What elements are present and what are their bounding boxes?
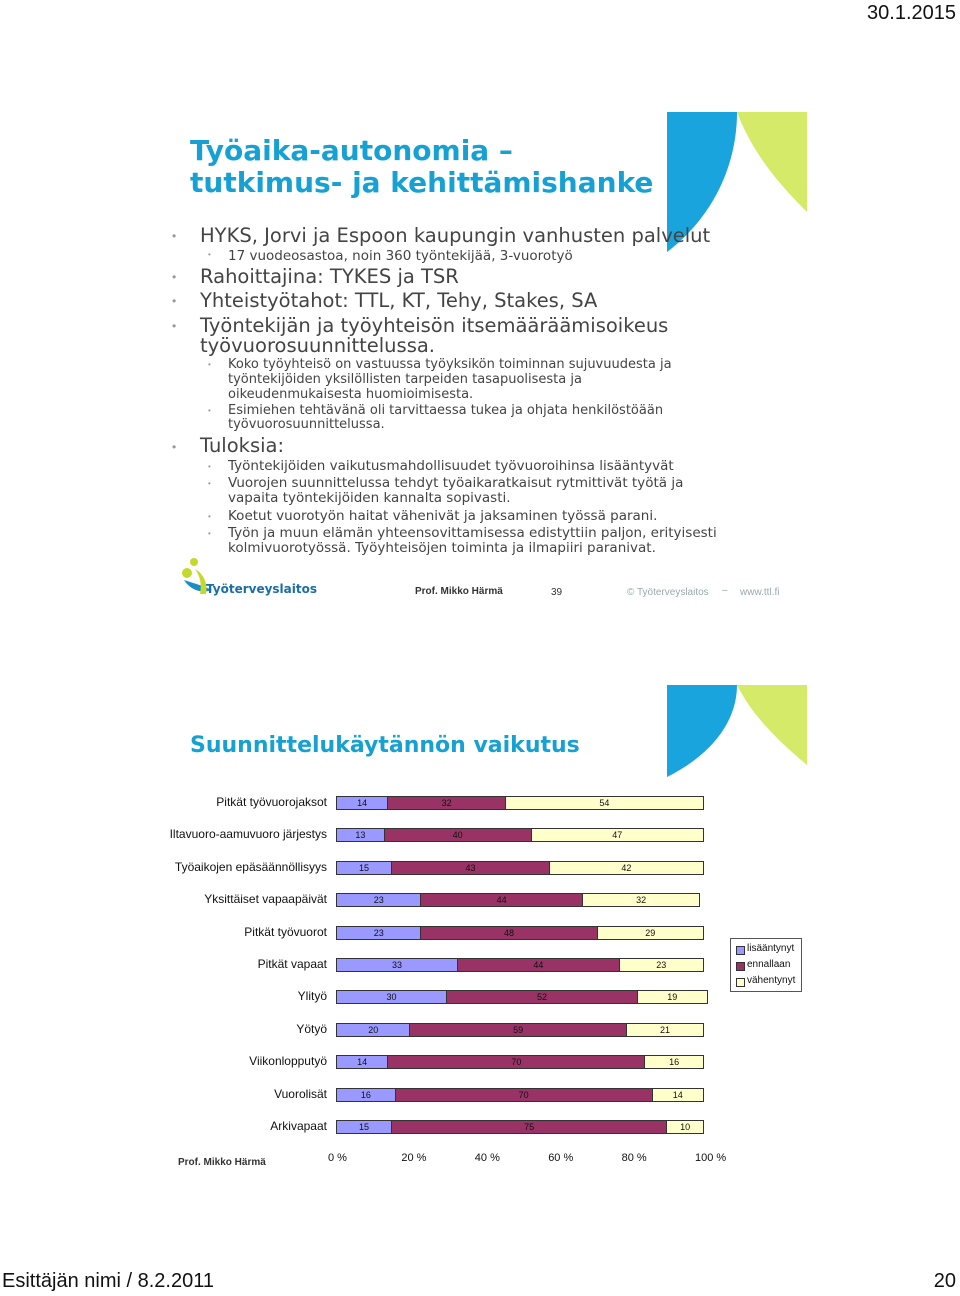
page-date: 30.1.2015: [867, 2, 956, 24]
result-text: Työntekijöiden vaikutusmahdollisuudet työvuoroihinsa lisääntyvät: [228, 458, 674, 474]
bar-segment-ennallaan: 43: [391, 861, 550, 875]
legend-label: vähentynyt: [747, 975, 796, 986]
bullet-icon: •: [208, 529, 211, 538]
bar-segment-lisääntynyt: 14: [336, 1055, 388, 1069]
decorative-shapes: [667, 685, 807, 777]
bar-segment-vähentynyt: 19: [637, 990, 708, 1004]
sub-bullet-text: työntekijöiden yksilöllisten tarpeiden tasapuolisesta ja: [228, 372, 582, 387]
category-label: Iltavuoro-aamuvuoro järjestys: [169, 827, 327, 842]
x-tick-label: 20 %: [401, 1152, 427, 1164]
bullet-icon: •: [172, 440, 177, 454]
legend-swatch: [736, 962, 745, 971]
legend-label: lisääntynyt: [747, 943, 795, 954]
result-text: Vuorojen suunnittelussa tehdyt työaikaratkaisut rytmittivät työtä ja: [228, 475, 684, 491]
bar-segment-lisääntynyt: 16: [336, 1088, 396, 1102]
bar-segment-vähentynyt: 29: [597, 926, 704, 940]
bullet-icon: •: [172, 229, 177, 243]
bullet-icon: •: [208, 360, 211, 369]
footer-page-number: 39: [551, 587, 563, 598]
bar-segment-vähentynyt: 16: [644, 1055, 704, 1069]
bar-segment-ennallaan: 44: [420, 893, 582, 907]
result-text: vapaita työntekijöiden kannalta sopivasti.: [228, 490, 511, 506]
chart-legend: [730, 938, 802, 992]
slide-author: Prof. Mikko Härmä: [178, 1157, 266, 1168]
sub-bullet-text: 17 vuodeosastoa, noin 360 työntekijää, 3-vuorotyö: [228, 248, 573, 264]
bullet-icon: •: [208, 462, 211, 471]
x-tick-label: 100 %: [695, 1152, 727, 1164]
bar-segment-vähentynyt: 47: [531, 828, 704, 842]
bar-segment-lisääntynyt: 14: [336, 796, 388, 810]
bar-segment-ennallaan: 40: [384, 828, 532, 842]
bullet-text: Rahoittajina: TYKES ja TSR: [200, 265, 459, 288]
bullet-icon: •: [208, 406, 211, 415]
x-tick-label: 40 %: [474, 1152, 500, 1164]
bullet-icon: •: [208, 512, 211, 521]
bar-segment-lisääntynyt: 23: [336, 893, 421, 907]
footer-author: Prof. Mikko Härmä: [415, 586, 503, 597]
page-number: 20: [933, 1270, 956, 1292]
bullet-icon: •: [208, 250, 211, 259]
category-label: Työaikojen epäsäännöllisyys: [174, 859, 327, 874]
bullet-text: Työntekijän ja työyhteisön itsemääräämisoikeus: [200, 314, 669, 337]
bar-segment-vähentynyt: 42: [549, 861, 704, 875]
bar-segment-vähentynyt: 10: [666, 1120, 704, 1134]
footer-url: www.ttl.fi: [740, 587, 780, 598]
bar-segment-ennallaan: 32: [387, 796, 505, 810]
logo: [180, 556, 317, 600]
bar-segment-lisääntynyt: 20: [336, 1023, 410, 1037]
bar-segment-ennallaan: 70: [387, 1055, 645, 1069]
x-tick-label: 60 %: [548, 1152, 574, 1164]
presenter-footer: Esittäjän nimi / 8.2.2011: [2, 1270, 214, 1292]
x-tick-label: 0 %: [328, 1152, 347, 1164]
bullet-icon: •: [208, 479, 211, 488]
category-label: Viikonlopputyö: [249, 1054, 327, 1069]
bar-segment-vähentynyt: 14: [652, 1088, 704, 1102]
category-label: Yksittäiset vapaapäivät: [204, 892, 327, 907]
bullet-text: työvuorosuunnittelussa.: [200, 334, 436, 357]
legend-label: ennallaan: [747, 959, 791, 970]
bar-segment-ennallaan: 44: [457, 958, 619, 972]
slide-title-line-1: Työaika-autonomia –: [190, 134, 513, 167]
sub-bullet-text: työvuorosuunnittelussa.: [228, 417, 385, 432]
bullet-icon: •: [172, 319, 177, 333]
slide-title-line-2: tutkimus- ja kehittämishanke: [190, 166, 654, 199]
category-label: Arkivapaat: [270, 1119, 327, 1133]
bar-segment-lisääntynyt: 15: [336, 1120, 392, 1134]
category-label: Pitkät työvuorot: [244, 924, 327, 939]
bar-segment-ennallaan: 52: [446, 990, 638, 1004]
footer-separator: –: [722, 585, 728, 596]
bullet-icon: •: [172, 294, 177, 308]
bar-segment-ennallaan: 75: [391, 1120, 667, 1134]
bar-segment-vähentynyt: 21: [626, 1023, 704, 1037]
bar-segment-vähentynyt: 32: [582, 893, 700, 907]
bar-segment-lisääntynyt: 13: [336, 828, 385, 842]
legend-swatch: [736, 946, 745, 955]
bar-segment-lisääntynyt: 15: [336, 861, 392, 875]
result-text: Koetut vuorotyön haitat vähenivät ja jaksaminen työssä parani.: [228, 508, 658, 524]
bar-segment-vähentynyt: 23: [619, 958, 704, 972]
logo-text: Työterveyslaitos: [206, 582, 317, 596]
category-label: Yötyö: [296, 1021, 327, 1036]
bar-segment-vähentynyt: 54: [505, 796, 704, 810]
legend-swatch: [736, 978, 745, 987]
category-label: Ylityö: [297, 989, 327, 1004]
category-label: Pitkät vapaat: [257, 957, 327, 971]
result-text: kolmivuorotyössä. Työyhteisöjen toiminta ja ilmapiiri paranivat.: [228, 540, 656, 556]
bar-segment-lisääntynyt: 23: [336, 926, 421, 940]
bar-segment-ennallaan: 59: [409, 1023, 627, 1037]
bar-segment-lisääntynyt: 30: [336, 990, 447, 1004]
sub-bullet-text: Koko työyhteisö on vastuussa työyksikön toiminnan sujuvuudesta ja: [228, 357, 672, 372]
bullet-icon: •: [172, 270, 177, 284]
bar-segment-ennallaan: 48: [420, 926, 597, 940]
sub-bullet-text: Esimiehen tehtävänä oli tarvittaessa tukea ja ohjata henkilöstöään: [228, 403, 664, 418]
bar-segment-lisääntynyt: 33: [336, 958, 458, 972]
bullet-text: Tuloksia:: [200, 434, 285, 457]
footer-copyright: © Työterveyslaitos: [627, 587, 709, 598]
result-text: Työn ja muun elämän yhteensovittamisessa edistyttiin paljon, erityisesti: [228, 525, 717, 541]
bullet-text: HYKS, Jorvi ja Espoon kaupungin vanhusten palvelut: [200, 224, 711, 247]
bullet-text: Yhteistyötahot: TTL, KT, Tehy, Stakes, SA: [200, 289, 598, 312]
category-label: Pitkät työvuorojaksot: [216, 795, 327, 809]
slide-title: Suunnittelukäytännön vaikutus: [190, 733, 580, 758]
bar-segment-ennallaan: 70: [395, 1088, 653, 1102]
x-tick-label: 80 %: [621, 1152, 647, 1164]
sub-bullet-text: oikeudenmukaisesta huomioimisesta.: [228, 387, 474, 402]
category-label: Vuorolisät: [274, 1086, 327, 1101]
